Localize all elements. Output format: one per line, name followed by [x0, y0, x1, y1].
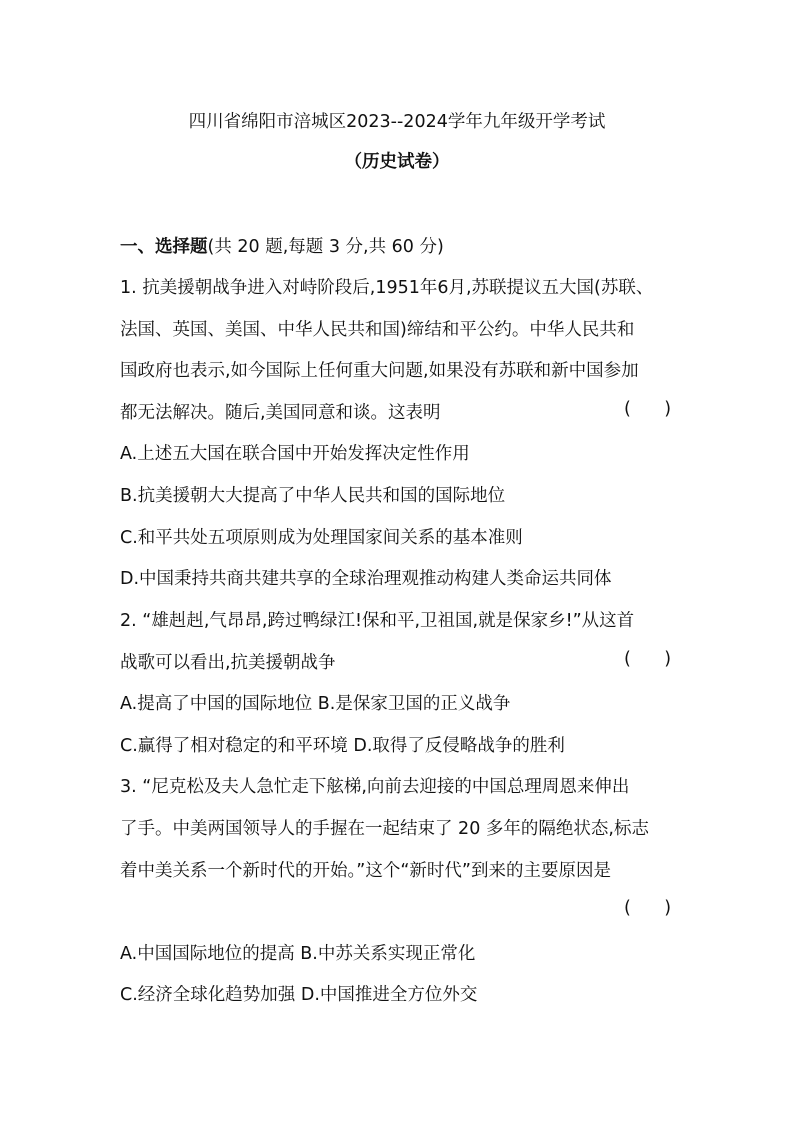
question-1-line-2: 法国、英国、美国、中华人民共和国)缔结和平公约。中华人民共和 [120, 320, 635, 340]
section-info: (共 20 题,每题 3 分,共 60 分) [207, 237, 444, 257]
question-3-line-2: 了手。中美两国领导人的手握在一起结束了 20 多年的隔绝状态,标志 [120, 819, 649, 839]
question-2-options-cd: C.赢得了相对稳定的和平环境 D.取得了反侵略战争的胜利 [120, 736, 565, 756]
question-1-line-1: 1. 抗美援朝战争进入对峙阶段后,1951年6月,苏联提议五大国(苏联、 [120, 278, 654, 298]
question-1-option-d: D.中国秉持共商共建共享的全球治理观推动构建人类命运共同体 [120, 569, 612, 589]
section-heading [120, 233, 680, 258]
question-1-line-3: 国政府也表示,如今国际上任何重大问题,如果没有苏联和新中国参加 [120, 361, 639, 381]
question-3-options-ab: A.中国国际地位的提高 B.中苏关系实现正常化 [120, 944, 476, 964]
section-label: 一、选择题 [120, 237, 208, 257]
exam-title: 四川省绵阳市涪城区2023--2024学年九年级开学考试 [188, 112, 606, 132]
exam-subtitle: （历史试卷） [344, 152, 450, 172]
question-2-answer-paren: ( ) [624, 649, 672, 669]
question-3-answer-paren: ( ) [624, 898, 672, 918]
question-2-line-1: 2. “雄赳赳,气昂昂,跨过鸭绿江!保和平,卫祖国,就是保家乡!”从这首 [120, 611, 635, 631]
question-2-options-ab: A.提高了中国的国际地位 B.是保家卫国的正义战争 [120, 694, 511, 714]
question-3-line-3: 着中美关系一个新时代的开始。”这个“新时代”到来的主要原因是 [120, 861, 611, 881]
question-1-line-4: 都无法解决。随后,美国同意和谈。这表明 [120, 403, 441, 423]
question-1-answer-paren: ( ) [624, 399, 672, 419]
question-2-line-2: 战歌可以看出,抗美援朝战争 [120, 653, 336, 673]
question-3-options-cd: C.经济全球化趋势加强 D.中国推进全方位外交 [120, 985, 478, 1005]
question-1-option-c: C.和平共处五项原则成为处理国家间关系的基本准则 [120, 528, 523, 548]
question-3-line-1: 3. “尼克松及夫人急忙走下舷梯,向前去迎接的中国总理周恩来伸出 [120, 777, 630, 797]
question-1-option-a: A.上述五大国在联合国中开始发挥决定性作用 [120, 444, 470, 464]
question-1-option-b: B.抗美援朝大大提高了中华人民共和国的国际地位 [120, 486, 506, 506]
